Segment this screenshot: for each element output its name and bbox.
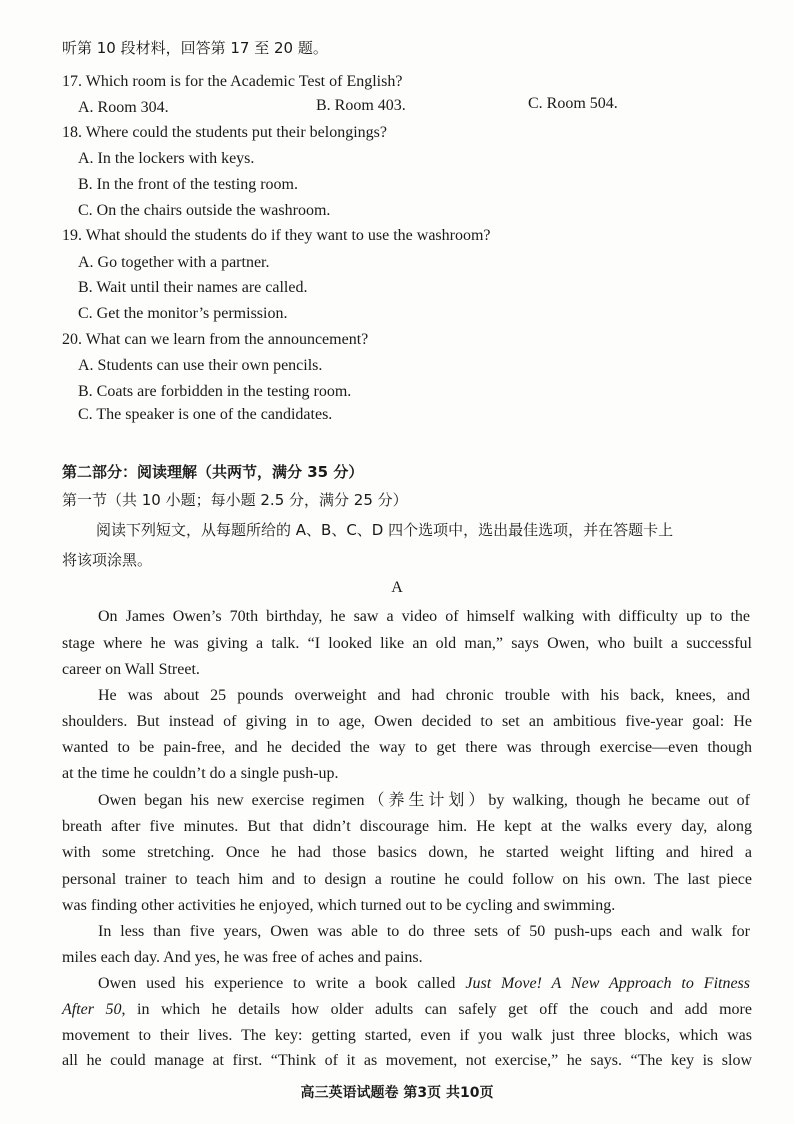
passage-line: He was about 25 pounds overweight and had chronic trouble with his back, knees, and: [98, 687, 750, 704]
passage-line: was finding other activities he enjoyed, which turned out to be cycling and swimming.: [62, 897, 616, 914]
q18-option-a: A. In the lockers with keys.: [78, 150, 255, 167]
passage-line: In less than five years, Owen was able to do three sets of 50 push-ups each and walk for: [98, 923, 750, 940]
passage-line: wanted to be pain-free, and he decided the way to get there was through exercise—even though: [62, 739, 752, 756]
passage-line: with some stretching. Once he had those basics down, he started weight lifting and hired a: [62, 844, 752, 861]
q20-option-a: A. Students can use their own pencils.: [78, 357, 323, 374]
passage-line: movement to their lives. The key: getting started, even if you walk just three blocks, which was: [62, 1027, 752, 1044]
book-title-cont: After 50: [62, 1001, 122, 1018]
q17-option-a: A. Room 304.: [78, 99, 169, 116]
passage-line: Owen began his new exercise regimen（养生计划）by walking, though he became out of: [98, 792, 750, 809]
q20-stem: 20. What can we learn from the announcement?: [62, 331, 369, 348]
reading-section-title: 第一节（共 10 小题；每小题 2.5 分，满分 25 分）: [62, 491, 408, 509]
q19-stem: 19. What should the students do if they want to use the washroom?: [62, 227, 491, 244]
q19-option-b: B. Wait until their names are called.: [78, 279, 308, 296]
book-title-line: [98, 974, 750, 994]
passage-line: personal trainer to teach him and to design a routine he could follow on his own. The last piece: [62, 871, 752, 888]
reading-part-title: 第二部分：阅读理解（共两节，满分 35 分）: [62, 463, 364, 481]
passage-line: stage where he was giving a talk. “I looked like an old man,” says Owen, who built a successful: [62, 635, 752, 652]
q18-option-b: B. In the front of the testing room.: [78, 176, 298, 193]
listening-intro: 听第 10 段材料，回答第 17 至 20 题。: [62, 39, 328, 57]
passage-line: On James Owen’s 70th birthday, he saw a video of himself walking with difficulty up to the: [98, 608, 750, 625]
q17-option-c: C. Room 504.: [528, 95, 618, 112]
book-title-line-2: [62, 1000, 752, 1020]
q17-stem: 17. Which room is for the Academic Test of English?: [62, 73, 403, 90]
passage-line: shoulders. But instead of giving in to age, Owen decided to set an ambitious five-year goal: He: [62, 713, 752, 730]
book-title: Just Move! A New Approach to Fitness: [465, 975, 751, 992]
q18-option-c: C. On the chairs outside the washroom.: [78, 202, 331, 219]
passage-line: at the time he couldn’t do a single push-up.: [62, 765, 339, 782]
q19-option-c: C. Get the monitor’s permission.: [78, 305, 288, 322]
passage-line: breath after five minutes. But that didn’t discourage him. He kept at the walks every day, along: [62, 818, 752, 835]
passage-line: all he could manage at first. “Think of it as movement, not exercise,” he says. “The key is slow: [62, 1052, 752, 1069]
book-line-post: , in which he details how older adults can safely get off the couch and add more: [121, 1001, 752, 1018]
q19-option-a: A. Go together with a partner.: [78, 254, 270, 271]
q20-option-c: C. The speaker is one of the candidates.: [78, 406, 333, 423]
passage-line: career on Wall Street.: [62, 661, 200, 678]
passage-line: miles each day. And yes, he was free of aches and pains.: [62, 949, 423, 966]
reading-instruction-2: 将该项涂黑。: [62, 551, 153, 569]
reading-instruction-1: 阅读下列短文，从每题所给的 A、B、C、D 四个选项中，选出最佳选项，并在答题卡上: [96, 521, 674, 539]
q17-option-b: B. Room 403.: [316, 97, 406, 114]
page-footer: 高三英语试题卷 第3页 共10页: [300, 1085, 494, 1101]
q18-stem: 18. Where could the students put their belongings?: [62, 124, 387, 141]
q20-option-b: B. Coats are forbidden in the testing room.: [78, 383, 352, 400]
book-line-pre: Owen used his experience to write a book called: [98, 975, 466, 992]
passage-label: A: [391, 579, 403, 596]
